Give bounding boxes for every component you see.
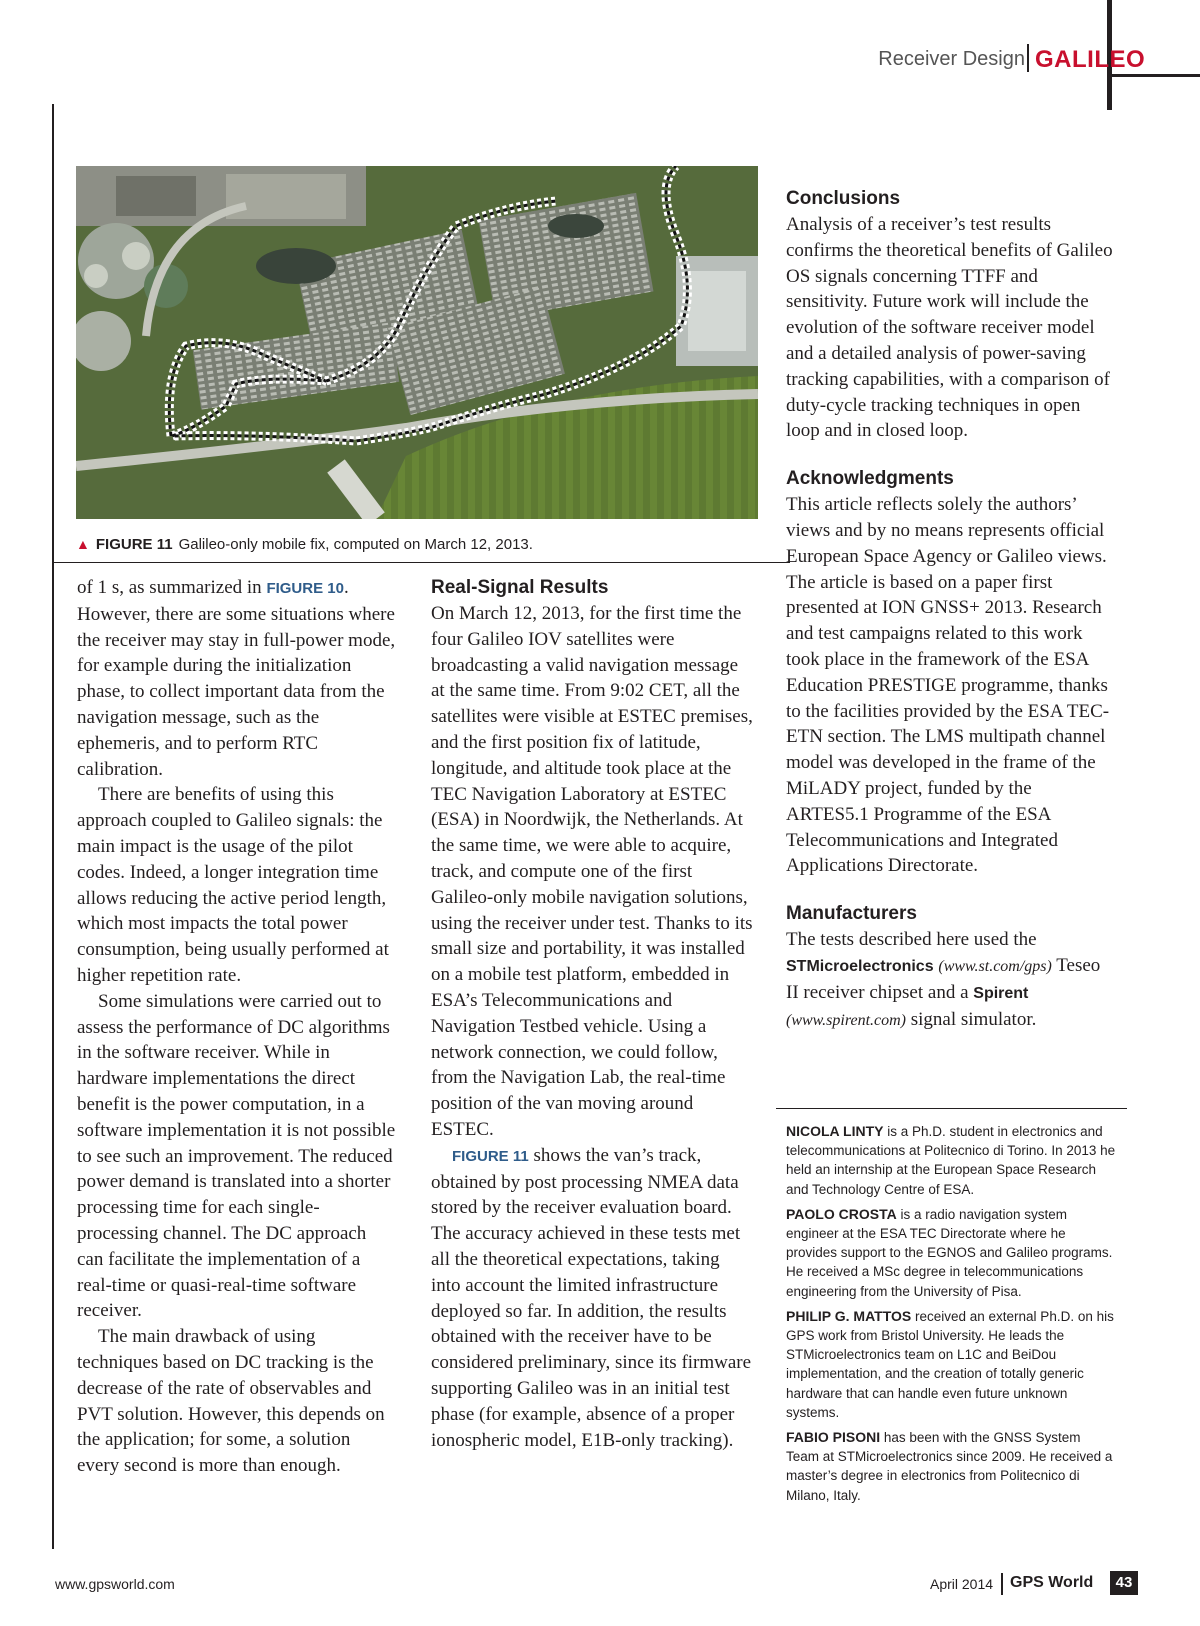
bio-item <box>786 1205 1116 1301</box>
section-brand: GALILEO <box>1035 46 1146 73</box>
column-2 <box>431 575 753 1453</box>
author-bios <box>786 1122 1116 1511</box>
figure-11-image <box>76 166 758 519</box>
col1-paragraph-1 <box>77 575 397 782</box>
mfr-text-c: signal simulator. <box>906 1008 1037 1030</box>
col2-paragraph-1: On March 12, 2013, for the first time the four Galileo IOV satellites were broadcasting a valid navigation message at the same time. From 9:02 CET, all the satellites were visible at ESTEC premises, and the first position fix of latitude, longitude, and altitude took place at the TEC Navigation Laboratory at ESTEC (ESA) in Noordwijk, the Netherlands. At the same time, we were able to acquire, track, and compute one of the first Galileo-only mobile navigation solutions, using the receiver under test. Thanks to its small size and portability, it was installed on a mobile test platform, embedded in ESA’s Telecommunications and Navigation Testbed vehicle. Using a network connection, we could follow, from the Navigation Lab, the real-time position of the van moving around ESTEC. <box>431 603 753 1140</box>
conclusions-paragraph: Analysis of a receiver’s test results confirms the theoretical benefits of Galileo OS signals concerning TTFF and sensitivity. Future work will include the evolution of the software receiver model and a detailed analysis of power-saving tracking capabilities, with a comparison of duty-cycle tracking techniques in open loop and in closed loop. <box>786 214 1113 442</box>
footer-url[interactable]: www.gpsworld.com <box>55 1576 175 1592</box>
figure-11-reference: FIGURE 11 <box>452 1147 529 1165</box>
col1-paragraph-3: Some simulations were carried out to assess the performance of DC algorithms in the software receiver. While in hardware implementations the direct benefit is the power computation, in a software implementation it is not possible to see such an improvement. The reduced power demand is translated into a shorter processing time for each single-processing channel. The DC approach can facilitate the implementation of a real-time or quasi-real-time software receiver. <box>77 990 396 1322</box>
mfr-brand-stmicro: STMicroelectronics <box>786 957 934 975</box>
col1-paragraph-4: The main drawback of using techniques based on DC tracking is the decrease of the rate of observables and PVT solution. However, this depends on the application; for some, a solution every second is more than enough. <box>77 1326 385 1477</box>
acknowledgments-paragraph: This article reflects solely the authors’ views and by no means represents official European Space Agency or Galileo views. The article is based on a paper first presented at ION GNSS+ 2013. Research and test campaigns related to this work took place in the framework of the ESA Education PRESTIGE programme, thanks to the facilities provided by the ESA TEC-ETN section. The LMS multipath channel model was developed in the frame of the MiLADY project, funded by the ARTES5.1 Programme of the ESA Telecommunications and Integrated Applications Directorate. <box>786 494 1110 877</box>
manufacturers-paragraph <box>786 927 1116 1033</box>
col1-paragraph-2: There are benefits of using this approach coupled to Galileo signals: the main impact is the usage of the pilot codes. Indeed, a longer integration time allows reducing the active period length, which most impacts the total power consumption, being usually performed at higher repetition rate. <box>77 784 389 986</box>
aerial-map-graphic <box>76 166 758 519</box>
manufacturers-heading: Manufacturers <box>786 903 917 925</box>
real-signal-results-heading: Real-Signal Results <box>431 577 609 598</box>
col2-paragraph-2 <box>431 1143 753 1454</box>
bio-text: received an external Ph.D. on his GPS work from Bristol University. He leads the STMicroelectronics team on L1C and BeiDou implementation, and the creation of totally generic hardware that can handle even future unknown systems. <box>786 1308 1114 1420</box>
bio-text: is a Ph.D. student in electronics and telecommunications at Politecnico di Torino. In 2013 he held an internship at the European Space Research and Technology Centre of ESA. <box>786 1124 1116 1197</box>
section-label: Receiver Design <box>878 48 1025 70</box>
page-number: 43 <box>1110 1571 1138 1595</box>
conclusions-heading: Conclusions <box>786 188 901 209</box>
footer-date: April 2014 <box>930 1576 994 1592</box>
col2-p2-text: shows the van’s track, obtained by post processing NMEA data stored by the receiver evaluation board. The accuracy achieved in these tests met all the theoretical expectations, taking into account the limited infrastructure deployed so far. In addition, the results obtained with the receiver have to be considered preliminary, since its firmware supporting Galileo was in an initial test phase (for example, absence of a proper ionospheric model, E1B-only tracking). <box>431 1144 752 1451</box>
caption-rule <box>54 562 790 563</box>
bio-name: PAOLO CROSTA <box>786 1205 897 1222</box>
bio-item <box>786 1122 1116 1199</box>
left-column-rule <box>52 104 54 1549</box>
bio-text: has been with the GNSS System Team at STMicroelectronics since 2009. He received a master’s degree in electronics from Politecnico di Milano, Italy. <box>786 1430 1113 1503</box>
mfr-text-a: The tests described here used the <box>786 929 1037 951</box>
column-3 <box>786 186 1116 1033</box>
bio-rule <box>776 1108 1127 1109</box>
bio-item <box>786 1307 1116 1422</box>
mfr-brand-spirent: Spirent <box>973 984 1029 1002</box>
column-1 <box>77 575 397 1479</box>
header-separator <box>1027 44 1029 72</box>
caption-text: Galileo-only mobile fix, computed on March 12, 2013. <box>178 536 533 553</box>
mfr-url-stmicro: (www.st.com/gps) <box>938 957 1052 975</box>
col1-p1-text-a: of 1 s, as summarized in <box>77 577 267 598</box>
header-horizontal-rule <box>1112 74 1200 77</box>
acknowledgments-heading: Acknowledgments <box>786 468 954 490</box>
bio-item <box>786 1428 1116 1505</box>
footer-separator <box>1001 1573 1003 1595</box>
col1-p1-text-b: . However, there are some situations where the receiver may stay in full-power mode, for example during the initialization phase, to collect important data from the navigation message, such as the ephemeris, and to perform RTC calibration. <box>77 577 396 780</box>
bio-name: PHILIP G. MATTOS <box>786 1307 912 1324</box>
caption-label: FIGURE 11 <box>95 536 173 553</box>
bio-name: NICOLA LINTY <box>786 1123 884 1139</box>
mfr-url-spirent: (www.spirent.com) <box>786 1011 906 1029</box>
mfr-text-b: Teseo II receiver chipset and a <box>786 954 1101 1003</box>
bio-name: FABIO PISONI <box>786 1429 881 1446</box>
bio-text: is a radio navigation system engineer at the ESA TEC Directorate where he provides support to the EGNOS and Galileo programs. He received a MSc degree in telecommunications engineering from the University of Pisa. <box>786 1206 1113 1299</box>
caption-triangle-icon: ▲ <box>76 536 90 552</box>
footer-magazine: GPS World <box>1010 1574 1094 1591</box>
figure-10-reference: FIGURE 10 <box>266 580 344 597</box>
figure-caption <box>76 536 776 553</box>
